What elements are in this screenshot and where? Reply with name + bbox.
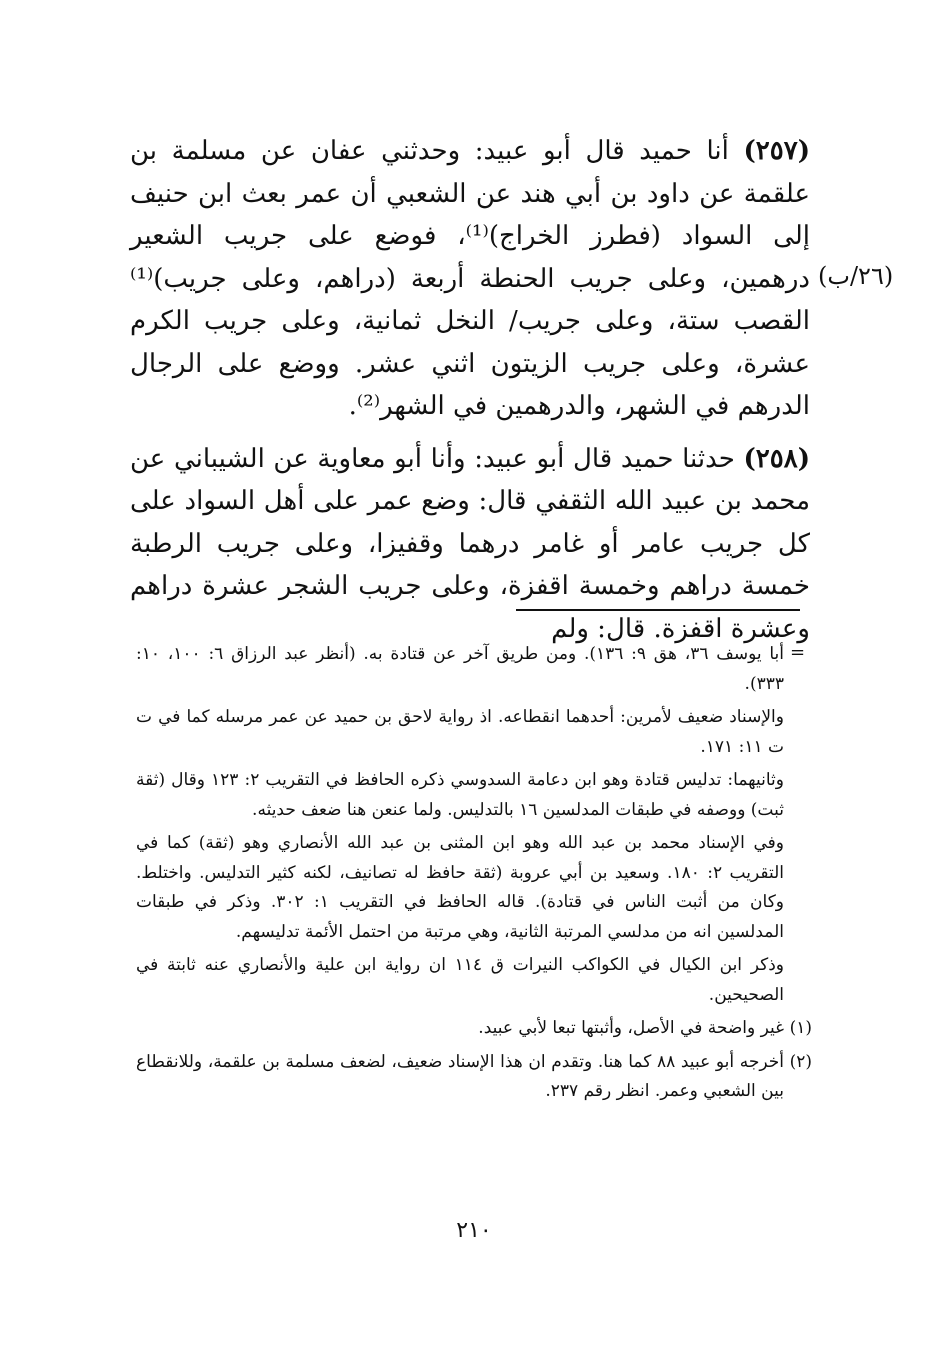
hadith-257 bbox=[130, 130, 810, 428]
footnote-paragraph: والإسناد ضعيف لأمرين: أحدهما انقطاعه. اذ رواية لاحق بن حميد عن عمر مرسله كما في ت ت ١١: ١٧١. bbox=[136, 707, 784, 757]
footnote-paragraph: وثانيهما: تدليس قتادة وهو ابن دعامة السدوسي ذكره الحافظ في التقريب ٢: ١٢٣ وقال (ثقة ثبت) ووصفه في طبقات المدلسين ١٦ بالتدليس. ولما عنعن هنا ضعف حديثه. bbox=[136, 770, 784, 820]
footnote-marker: (٢) bbox=[789, 1051, 812, 1072]
footnote-paragraph: وذكر ابن الكيال في الكواكب النيرات ق ١١٤ ان رواية ابن علية والأنصاري عنه ثابتة في الصحيحين. bbox=[136, 955, 784, 1005]
footnote-separator bbox=[516, 609, 800, 611]
main-text bbox=[130, 130, 810, 660]
footnote-1 bbox=[136, 1014, 812, 1044]
manuscript-folio-marker: (٢٦/ب) bbox=[818, 262, 894, 290]
footnote-continuation: أبا يوسف ٣٦، هق ٩: ١٣٦). ومن طريق آخر عن قتادة به. (أنظر عبد الرزاق ٦: ١٠٠، ١٠: ٣٣٣). bbox=[136, 644, 784, 694]
footnotes bbox=[136, 640, 812, 1111]
hadith-text: أنا حميد قال أبو عبيد: وحدثني عفان عن مسلمة بن علقمة عن داود بن أبي هند عن الشعبي أن عمر بعث ابن حنيف إلى السواد (فطرز الخراج)⁽¹⁾، فوضع على جريب الشعير درهمين، وعلى جريب الحنطة أربعة (دراهم، وعلى جريب)⁽¹⁾ القصب ستة، وعلى جريب/ النخل ثمانية، وعلى جريب الكرم عشرة، وعلى جريب الزيتون اثني عشر. ووضع على الرجال الدرهم في الشهر، والدرهمين في الشهر⁽²⁾. bbox=[130, 136, 811, 421]
hadith-number: (٢٥٨) bbox=[743, 443, 810, 474]
footnote-2 bbox=[136, 1048, 812, 1107]
footnote-continuation-mark: = bbox=[790, 642, 806, 663]
footnote-text: أخرجه أبو عبيد ٨٨ كما هنا. وتقدم ان هذا الإسناد ضعيف، لضعف مسلمة بن علقمة، وللانقطاع بين الشعبي وعمر. انظر رقم ٢٣٧. bbox=[136, 1051, 784, 1101]
footnote-marker: (١) bbox=[789, 1018, 812, 1038]
hadith-text: حدثنا حميد قال أبو عبيد: وأنا أبو معاوية عن الشيباني عن محمد بن عبيد الله الثقفي قال: وضع عمر على أهل السواد على كل جريب عامر أو غامر درهما وقفيزا، وعلى جريب الرطبة خمسة دراهم وخمسة اقفزة، وعلى جريب الشجر عشرة دراهم وعشرة اقفزة. قال: ولم bbox=[130, 443, 811, 644]
footnote-paragraph: وفي الإسناد محمد بن عبد الله وهو ابن المثنى بن عبد الله الأنصاري وهو (ثقة) كما في التقريب ٢: ١٨٠. وسعيد بن أبي عروبة (ثقة حافظ له تصانيف، لكنه كثير التدليس. واختلط. وكان من أثبت الناس في قتادة). قاله الحافظ في التقريب ١: ٣٠٢. وذكر في طبقات المدلسين انه من مدلسي المرتبة الثانية، وهي مرتبة من احتمل الأئمة تدليسهم. bbox=[136, 833, 784, 942]
hadith-number: (٢٥٧) bbox=[743, 136, 810, 166]
footnote-text: غير واضحة في الأصل، وأثبتها تبعا لأبي عبيد. bbox=[478, 1018, 784, 1038]
page-number: ٢١٠ bbox=[456, 1218, 492, 1243]
hadith-258 bbox=[130, 438, 810, 651]
